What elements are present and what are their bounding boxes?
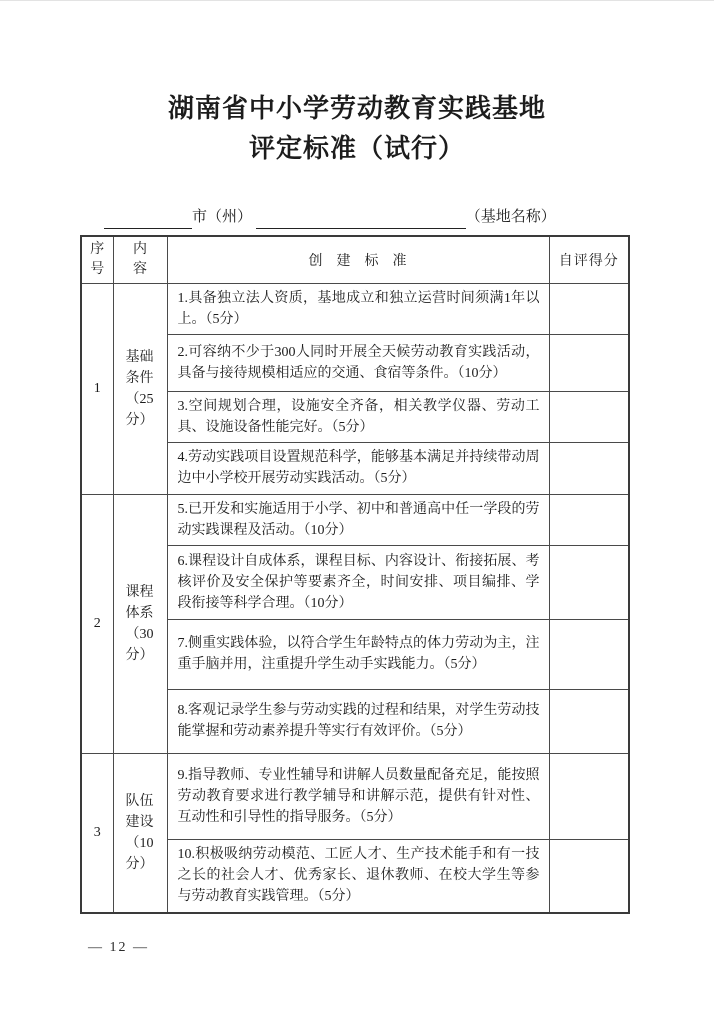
self-score-cell bbox=[549, 689, 629, 753]
self-score-cell bbox=[549, 619, 629, 689]
self-score-cell bbox=[549, 839, 629, 913]
page-number: — 12 — bbox=[88, 940, 149, 955]
self-score-cell bbox=[549, 545, 629, 619]
criterion-text: 2.可容纳不少于300人同时开展全天候劳动教育实践活动，具备与接待规模相适应的交通、食宿等条件。（10分） bbox=[167, 334, 549, 391]
self-score-cell bbox=[549, 283, 629, 334]
city-blank-field bbox=[104, 210, 192, 229]
base-name-blank-field bbox=[256, 210, 466, 229]
group-category: 队伍建设（10分） bbox=[113, 753, 167, 913]
criterion-text: 7.侧重实践体验，以符合学生年龄特点的体力劳动为主，注重手脑并用，注重提升学生动手实践能力。（5分） bbox=[167, 619, 549, 689]
self-score-cell bbox=[549, 753, 629, 839]
city-label: 市（州） bbox=[192, 209, 253, 225]
criterion-text: 8.客观记录学生参与劳动实践的过程和结果，对学生劳动技能掌握和劳动素养提升等实行有效评价。（5分） bbox=[167, 689, 549, 753]
col-header-serial-number: 序号 bbox=[81, 236, 113, 283]
col-header-creation-standard: 创建标准 bbox=[167, 236, 549, 283]
group-category: 课程体系（30分） bbox=[113, 494, 167, 753]
table-header-row bbox=[81, 236, 629, 283]
evaluation-criteria-table bbox=[80, 235, 630, 914]
self-score-cell bbox=[549, 494, 629, 545]
col-header-self-score: 自评得分 bbox=[549, 236, 629, 283]
table-row bbox=[81, 753, 629, 839]
document-title bbox=[0, 1, 714, 169]
self-score-cell bbox=[549, 442, 629, 494]
self-score-cell bbox=[549, 334, 629, 391]
title-line-1: 湖南省中小学劳动教育实践基地 bbox=[167, 94, 546, 123]
table-row bbox=[81, 494, 629, 545]
criterion-text: 3.空间规划合理，设施安全齐备，相关教学仪器、劳动工具、设施设备性能完好。（5分） bbox=[167, 391, 549, 442]
group-number: 2 bbox=[81, 494, 113, 753]
group-number: 1 bbox=[81, 283, 113, 494]
criterion-text: 6.课程设计自成体系，课程目标、内容设计、衔接拓展、考核评价及安全保护等要素齐全，时间安排、项目编排、学段衔接等科学合理。（10分） bbox=[167, 545, 549, 619]
base-info-line bbox=[104, 205, 714, 229]
table-row bbox=[81, 283, 629, 334]
criterion-text: 4.劳动实践项目设置规范科学，能够基本满足并持续带动周边中小学校开展劳动实践活动。（5分） bbox=[167, 442, 549, 494]
col-header-content: 内容 bbox=[113, 236, 167, 283]
criterion-text: 9.指导教师、专业性辅导和讲解人员数量配备充足，能按照劳动教育要求进行教学辅导和讲解示范，提供有针对性、互动性和引导性的指导服务。（5分） bbox=[167, 753, 549, 839]
criterion-text: 10.积极吸纳劳动模范、工匠人才、生产技术能手和有一技之长的社会人才、优秀家长、退休教师、在校大学生等参与劳动教育实践管理。（5分） bbox=[167, 839, 549, 913]
criterion-text: 5.已开发和实施适用于小学、初中和普通高中任一学段的劳动实践课程及活动。（10分） bbox=[167, 494, 549, 545]
criterion-text: 1.具备独立法人资质，基地成立和独立运营时间须满1年以上。（5分） bbox=[167, 283, 549, 334]
self-score-cell bbox=[549, 391, 629, 442]
group-category: 基础条件（25分） bbox=[113, 283, 167, 494]
title-line-2: 评定标准（试行） bbox=[248, 134, 465, 163]
group-number: 3 bbox=[81, 753, 113, 913]
base-name-label: （基地名称） bbox=[465, 209, 556, 225]
